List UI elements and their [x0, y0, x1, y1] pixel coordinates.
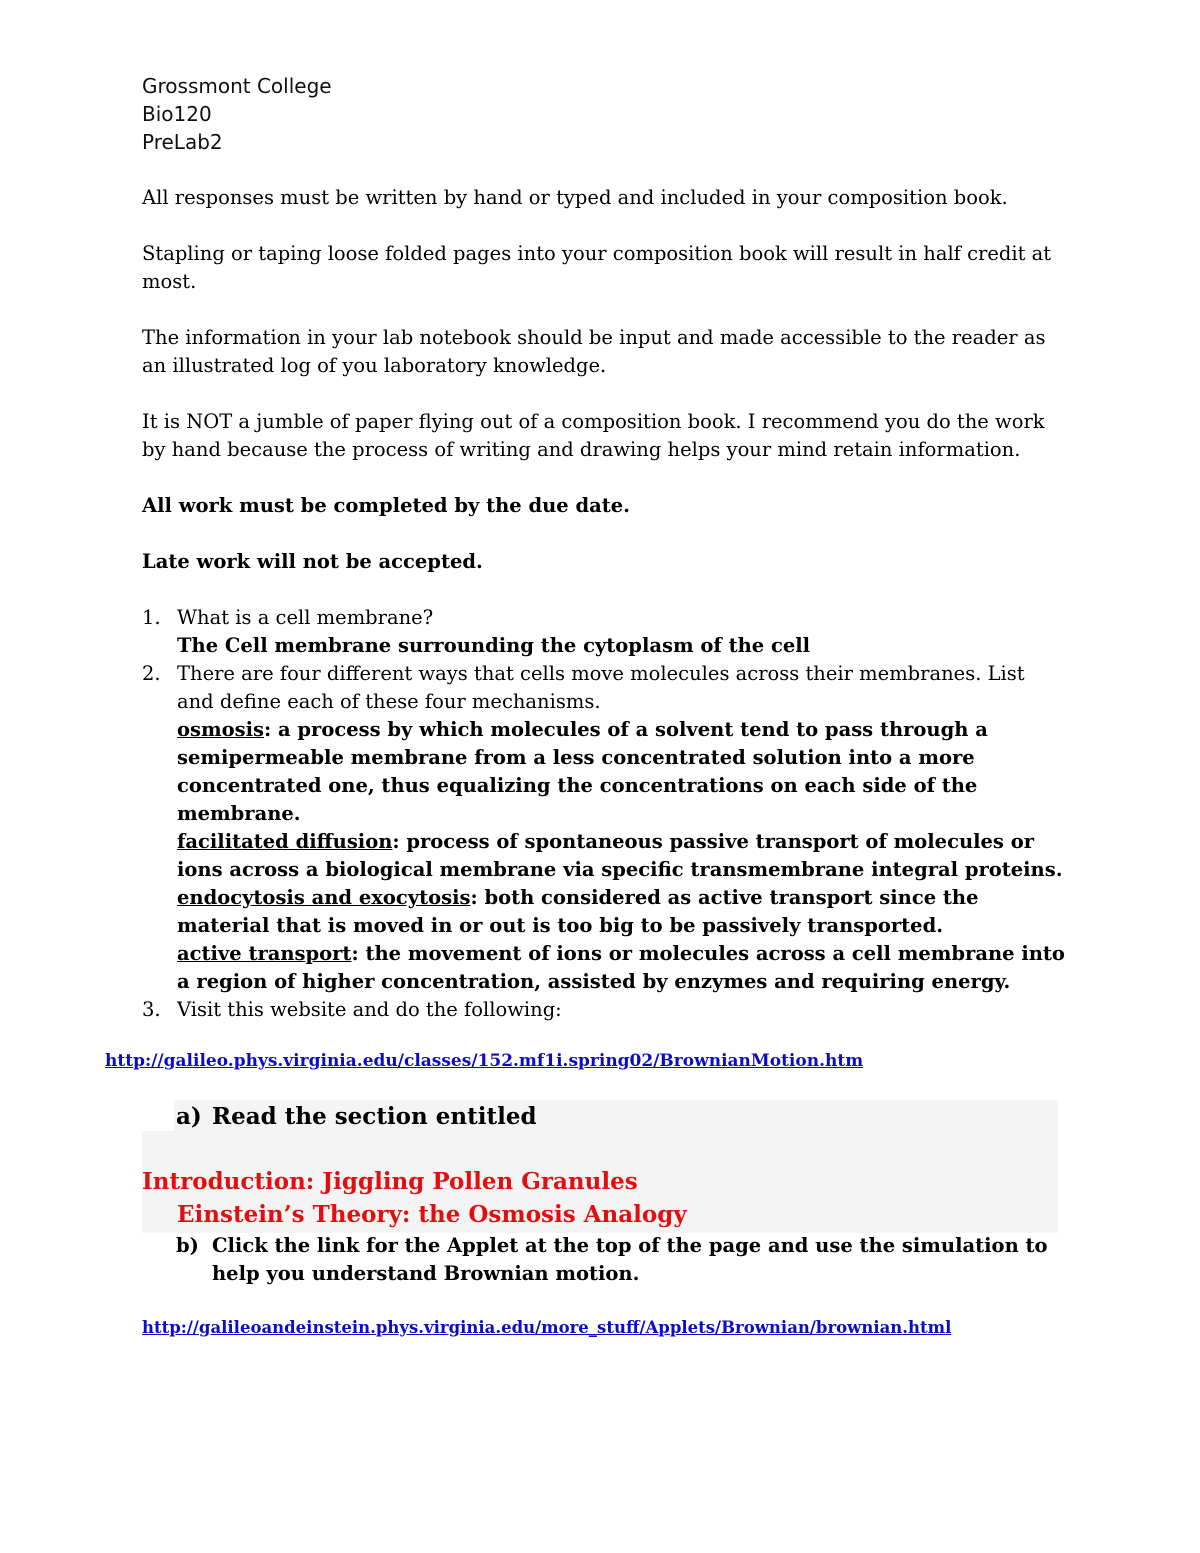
active-transport-text: : the movement of ions or molecules across a cell membrane into [351, 942, 1065, 965]
question-3-text: Visit this website and do the following: [177, 998, 562, 1021]
instruction-paragraph: The information in your lab notebook should be input and made accessible to the reader as [142, 326, 1046, 349]
intro-section-heading: Introduction: Jiggling Pollen Granules [142, 1168, 638, 1195]
active-transport-definition [177, 940, 1077, 968]
question-2-text: and define each of these four mechanisms. [177, 690, 601, 713]
endocytosis-text: material that is moved in or out is too big to be passively transported. [177, 914, 944, 937]
endocytosis-term: endocytosis and exocytosis [177, 886, 471, 909]
question-number: 1. [142, 606, 161, 629]
question-number: 3. [142, 998, 161, 1021]
active-transport-text: a region of higher concentration, assisted by enzymes and requiring energy. [177, 970, 1011, 993]
step-b-text: help you understand Brownian motion. [212, 1262, 640, 1285]
endocytosis-text: : both considered as active transport since the [470, 886, 979, 909]
due-date-notice: All work must be completed by the due date. [142, 494, 630, 517]
brownian-motion-link[interactable]: http://galileo.phys.virginia.edu/classes/152.mf1i.spring02/BrownianMotion.htm [105, 1051, 864, 1071]
step-a-label: a) [176, 1103, 202, 1130]
endocytosis-definition [177, 884, 1077, 912]
assignment-title: PreLab2 [142, 130, 223, 154]
brownian-applet-link[interactable]: http://galileoandeinstein.phys.virginia.edu/more_stuff/Applets/Brownian/brownian.html [142, 1318, 952, 1337]
osmosis-text: membrane. [177, 802, 301, 825]
instruction-paragraph: It is NOT a jumble of paper flying out of a composition book. I recommend you do the work [142, 410, 1045, 433]
instruction-paragraph: most. [142, 270, 197, 293]
osmosis-definition [177, 716, 1077, 744]
osmosis-text: : a process by which molecules of a solvent tend to pass through a [264, 718, 988, 741]
instruction-paragraph: All responses must be written by hand or typed and included in your composition book. [142, 186, 1008, 209]
question-1-text: What is a cell membrane? [177, 606, 434, 629]
facilitated-diffusion-definition [177, 828, 1077, 856]
step-a-text: Read the section entitled [212, 1103, 537, 1130]
osmosis-text: semipermeable membrane from a less concentrated solution into a more [177, 746, 975, 769]
osmosis-text: concentrated one, thus equalizing the concentrations on each side of the [177, 774, 978, 797]
late-work-notice: Late work will not be accepted. [142, 550, 483, 573]
question-2-text: There are four different ways that cells move molecules across their membranes. List [177, 662, 1025, 685]
einstein-section-heading: Einstein’s Theory: the Osmosis Analogy [177, 1201, 687, 1228]
course-code: Bio120 [142, 102, 212, 126]
step-b-text: Click the link for the Applet at the top of the page and use the simulation to [212, 1234, 1048, 1257]
instruction-paragraph: an illustrated log of you laboratory knowledge. [142, 354, 607, 377]
facilitated-diffusion-text: ions across a biological membrane via specific transmembrane integral proteins. [177, 858, 1063, 881]
question-1-answer: The Cell membrane surrounding the cytoplasm of the cell [177, 634, 811, 657]
instruction-paragraph: by hand because the process of writing and drawing helps your mind retain information. [142, 438, 1021, 461]
question-number: 2. [142, 662, 161, 685]
facilitated-diffusion-term: facilitated diffusion [177, 830, 393, 853]
facilitated-diffusion-text: : process of spontaneous passive transport of molecules or [392, 830, 1034, 853]
active-transport-term: active transport [177, 942, 352, 965]
osmosis-term: osmosis [177, 718, 264, 741]
instruction-paragraph: Stapling or taping loose folded pages into your composition book will result in half credit at [142, 242, 1052, 265]
college-name: Grossmont College [142, 74, 332, 98]
step-b-label: b) [176, 1234, 199, 1257]
